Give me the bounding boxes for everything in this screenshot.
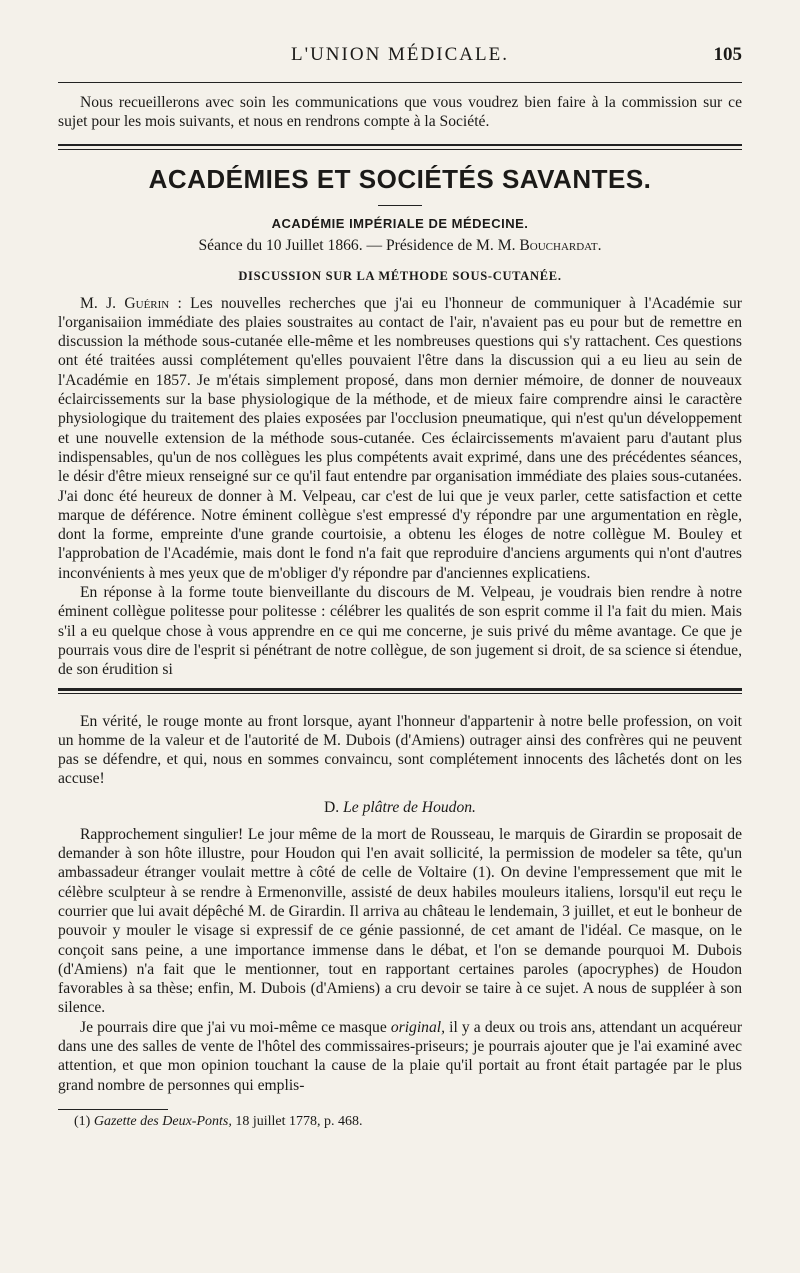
running-head [58, 34, 742, 65]
feuilleton-paragraph-2: Rapprochement singulier! Le jour même de la mort de Rousseau, le marquis de Girardin se proposait de demander à son hôte illustre, pour Houdon qui l'en avait sollicité, la permission de modeler sa tête, qu'un ambassadeur étranger voulait mettre à côté de celle de Voltaire (1). On devine l'empressement que mit le célèbre sculpteur à se rendre à Ermenonville, assisté de deux habiles mouleurs italiens, lorsqu'il eut reçu le courrier que lui avait dépêché M. de Girardin. Il arriva au château le lendemain, 3 juillet, et eut le bonheur de pouvoir y mouler le visage si expressif de ce génie passionné, de cet amant de l'idéal. Ce masque, on le conçoit sans peine, a une importance immense dans le débat, et l'on se demande pourquoi M. Dubois (d'Amiens) n'a fait que le mentionner, tout en rapportant certaines paroles (apocryphes) de Houdon favorables à sa thèse; enfin, M. Dubois (d'Amiens) a cru devoir se taire à ce sujet. A nous de suppléer à son silence. [58, 825, 742, 1017]
session-president: Bouchardat. [519, 236, 602, 254]
feuilleton-subheading [58, 799, 742, 817]
paragraph-text: : Les nouvelles recherches que j'ai eu l'honneur de communiquer à l'Académie sur l'organisaiion immédiate des plaies soustraites au contact de l'air, n'avaient pas eu pour but de remettre en discussion la méthode sous-cutanée elle-même et les nombreuses questions qui s'y rattachent. Ces questions ont été traitées aussi complétement qu'elles pouvaient l'être dans la discussion qui a eu lieu au sein de l'Académie en 1857. Je m'étais simplement proposé, dans mon dernier mémoire, de donner de nouveaux éclaircissements sur la base physiologique de la méthode, et de mieux faire comprendre ainsi le caractère physiologique du traitement des plaies exposées par l'occlusion pneumatique, qui n'est qu'un développement et une nouvelle extension de la méthode sous-cutanée. Ces éclaircissements m'avaient paru d'autant plus indispensables, qu'un de nos collègues les plus compétents avait exprimé, dans une des précédentes séances, le désir d'être mieux renseigné sur ce qu'il faut entendre par organisation immédiate des plaies sous-cutanées. J'ai donc été heureux de donner à M. Velpeau, car c'est de lui que je veux parler, cette satisfaction et cette marque de déférence. Notre éminent collègue s'est empressé d'y répondre par une argumentation en règle, dont la forme, empreinte d'une grande courtoisie, a obtenu les éloges de notre collègue M. Bouley et l'approbation de l'Académie, mais dont le fond n'a fait que reproduire d'anciens arguments qui n'ont d'autres inconvénients à mes yeux que de m'obliger d'y répondre par d'anciennes explicatiens. [58, 294, 742, 582]
footnote [58, 1114, 742, 1130]
speaker-prefix: M. J. [80, 294, 117, 312]
article-paragraph-2: En réponse à la forme toute bienveillante du discours de M. Velpeau, je voudrais bien rendre à notre éminent collègue politesse pour politesse : célébrer les qualités de son esprit comme il l'a fait du mien. Mais s'il a eu quelque chose à vous apprendre en ce qui me concerne, je suis privé du même avantage. Ce que je pourrais vous dire de l'esprit si pénétrant de notre collègue, de son jugement si droit, de sa science si étendue, de son érudition si [58, 584, 742, 679]
italic-word: original, [390, 1018, 446, 1036]
subheading-letter: D. [324, 798, 340, 816]
section-title: ACADÉMIES ET SOCIÉTÉS SAVANTES. [148, 163, 652, 194]
session-line [58, 237, 742, 255]
footnote-source: Gazette des Deux-Ponts, [93, 1113, 232, 1129]
journal-title: L'UNION MÉDICALE. [291, 44, 509, 65]
feuilleton-paragraph-3 [58, 1018, 742, 1095]
article-paragraph [58, 294, 742, 583]
footnote-rest: 18 juillet 1778, p. 468. [231, 1113, 363, 1129]
feuilleton-paragraph: En vérité, le rouge monte au front lorsque, ayant l'honneur d'appartenir à notre belle profession, on voit un homme de la valeur et de l'autorité de M. Dubois (d'Amiens) outrager ainsi des confrères qui ne peuvent pas se défendre, et qui, nous en sommes convaincu, sont complétement innocents des lâchetés dont on les accuse! [58, 712, 742, 788]
discussion-title: DISCUSSION SUR LA MÉTHODE SOUS-CUTANÉE. [238, 268, 562, 283]
subheading-title: Le plâtre de Houdon. [343, 798, 476, 816]
paragraph-text: Je pourrais dire que j'ai vu moi-même ce masque [80, 1018, 391, 1036]
paragraph-text: il y a deux ou trois ans, attendant un acquéreur dans une des salles de vente de l'hôtel des commissaires-priseurs; je pourrais ajouter que je l'ai examiné avec attention, et que mon opinion touchant la cause de la plaie qu'il portait au front était partagée par le plus grand nombre de personnes qui emplis- [58, 1018, 743, 1094]
page-number: 105 [713, 44, 742, 65]
section-divider [58, 144, 742, 150]
footnote-marker: (1) [74, 1113, 91, 1129]
feuilleton-divider [58, 688, 742, 694]
intro-paragraph: Nous recueillerons avec soin les communications que vous voudrez bien faire à la commission sur ce sujet pour les mois suivants, et nous en rendrons compte à la Société. [58, 94, 742, 131]
academy-heading: ACADÉMIE IMPÉRIALE DE MÉDECINE. [271, 215, 529, 231]
session-text: Séance du 10 Juillet 1866. — Présidence de M. M. [198, 236, 516, 254]
header-rule [58, 82, 742, 83]
title-rule [378, 205, 422, 206]
speaker-name: Guérin [124, 294, 170, 312]
footnote-rule [58, 1109, 168, 1110]
